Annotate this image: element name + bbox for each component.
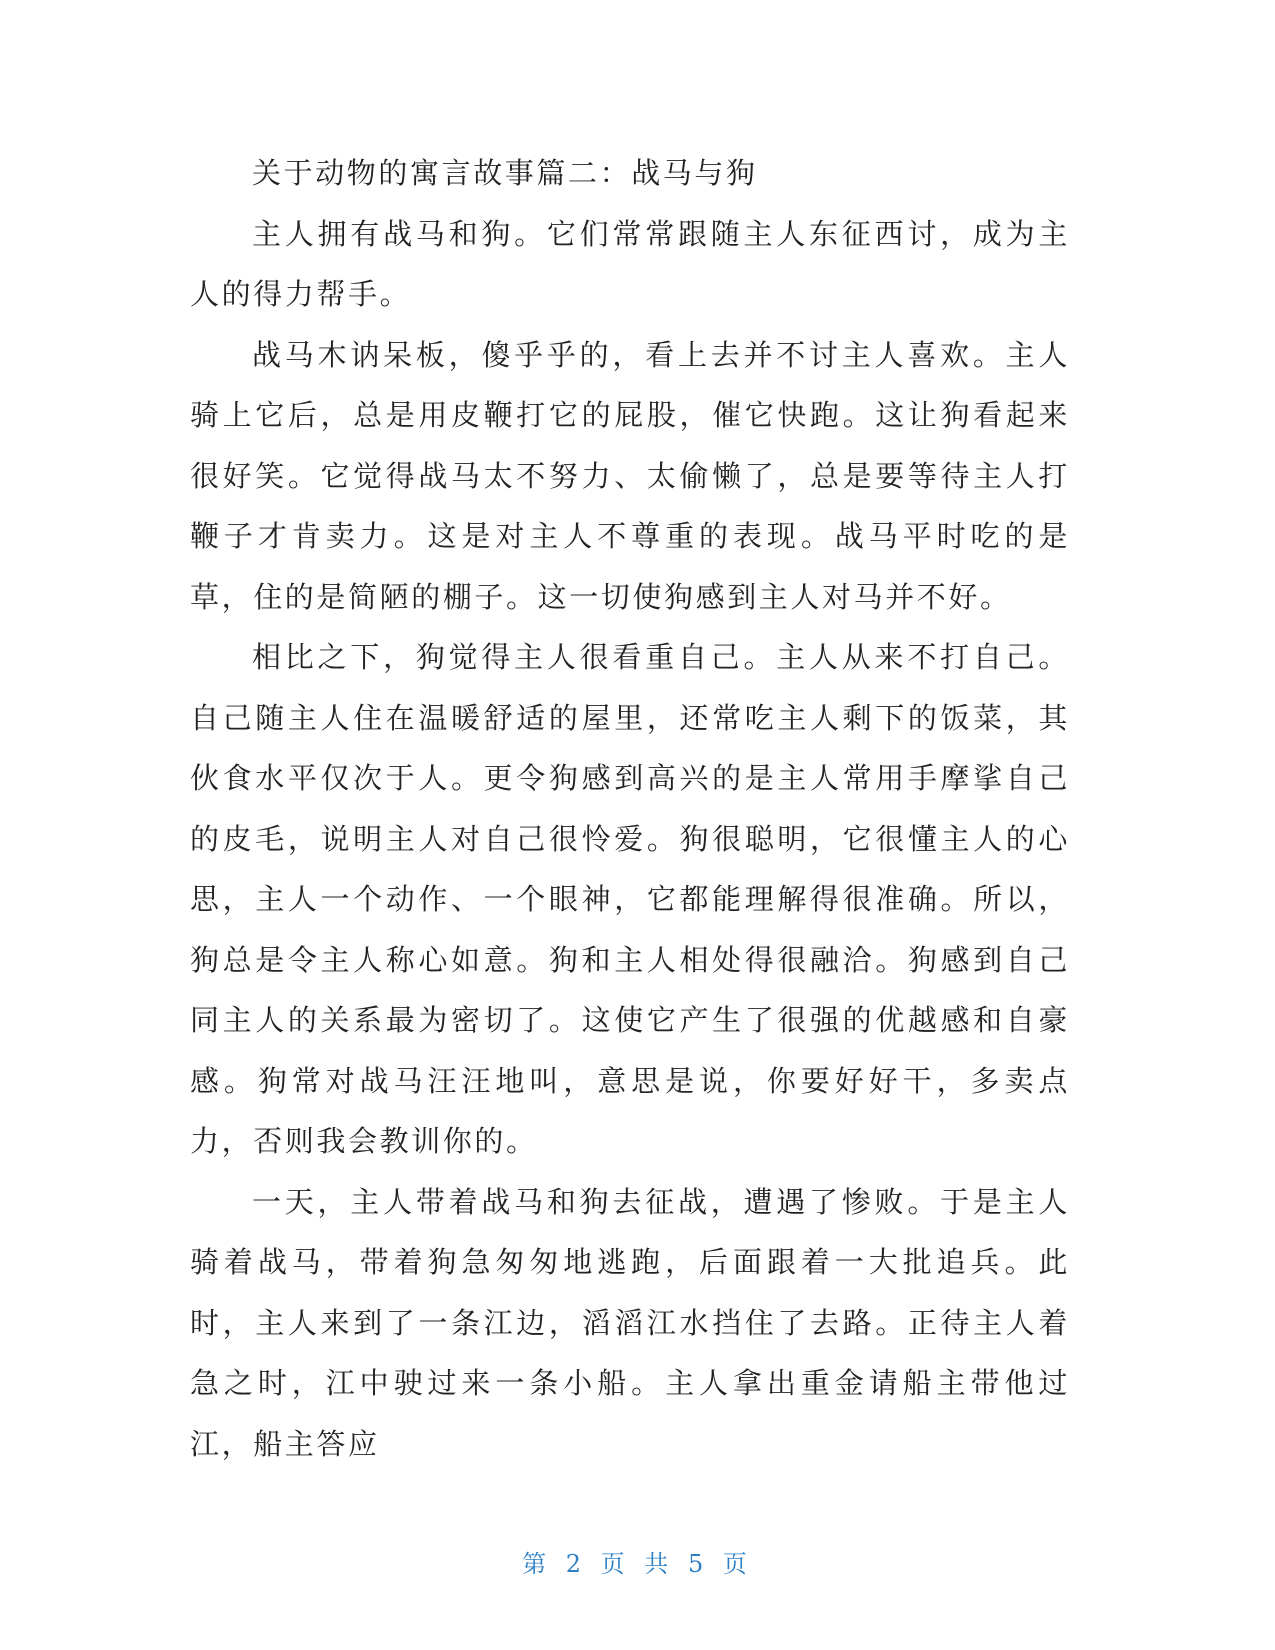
paragraph-1: 主人拥有战马和狗。它们常常跟随主人东征西讨，成为主人的得力帮手。 bbox=[190, 216, 1070, 311]
page-indicator: 第 2 页 共 5 页 bbox=[522, 1550, 753, 1578]
document-body bbox=[190, 143, 1070, 1474]
paragraph-2: 战马木讷呆板，傻乎乎的，看上去并不讨主人喜欢。主人骑上它后，总是用皮鞭打它的屁股，催它快跑。这让狗看起来很好笑。它觉得战马太不努力、太偷懒了，总是要等待主人打鞭子才肯卖力。这是对主人不尊重的表现。战马平时吃的是草，住的是简陋的棚子。这一切使狗感到主人对马并不好。 bbox=[190, 337, 1070, 614]
paragraph-4: 一天，主人带着战马和狗去征战，遭遇了惨败。于是主人骑着战马，带着狗急匆匆地逃跑，后面跟着一大批追兵。此时，主人来到了一条江边，滔滔江水挡住了去路。正待主人着急之时，江中驶过来一条小船。主人拿出重金请船主带他过江，船主答应 bbox=[190, 1184, 1070, 1461]
document-title: 关于动物的寓言故事篇二：战马与狗 bbox=[252, 156, 758, 190]
page-footer bbox=[0, 1544, 1275, 1579]
paragraph-3: 相比之下，狗觉得主人很看重自己。主人从来不打自己。自己随主人住在温暖舒适的屋里，还常吃主人剩下的饭菜，其伙食水平仅次于人。更令狗感到高兴的是主人常用手摩挲自己的皮毛，说明主人对自己很怜爱。狗很聪明，它很懂主人的心思，主人一个动作、一个眼神，它都能理解得很准确。所以，狗总是令主人称心如意。狗和主人相处得很融洽。狗感到自己同主人的关系最为密切了。这使它产生了很强的优越感和自豪感。狗常对战马汪汪地叫，意思是说，你要好好干，多卖点力，否则我会教训你的。 bbox=[190, 640, 1070, 1158]
